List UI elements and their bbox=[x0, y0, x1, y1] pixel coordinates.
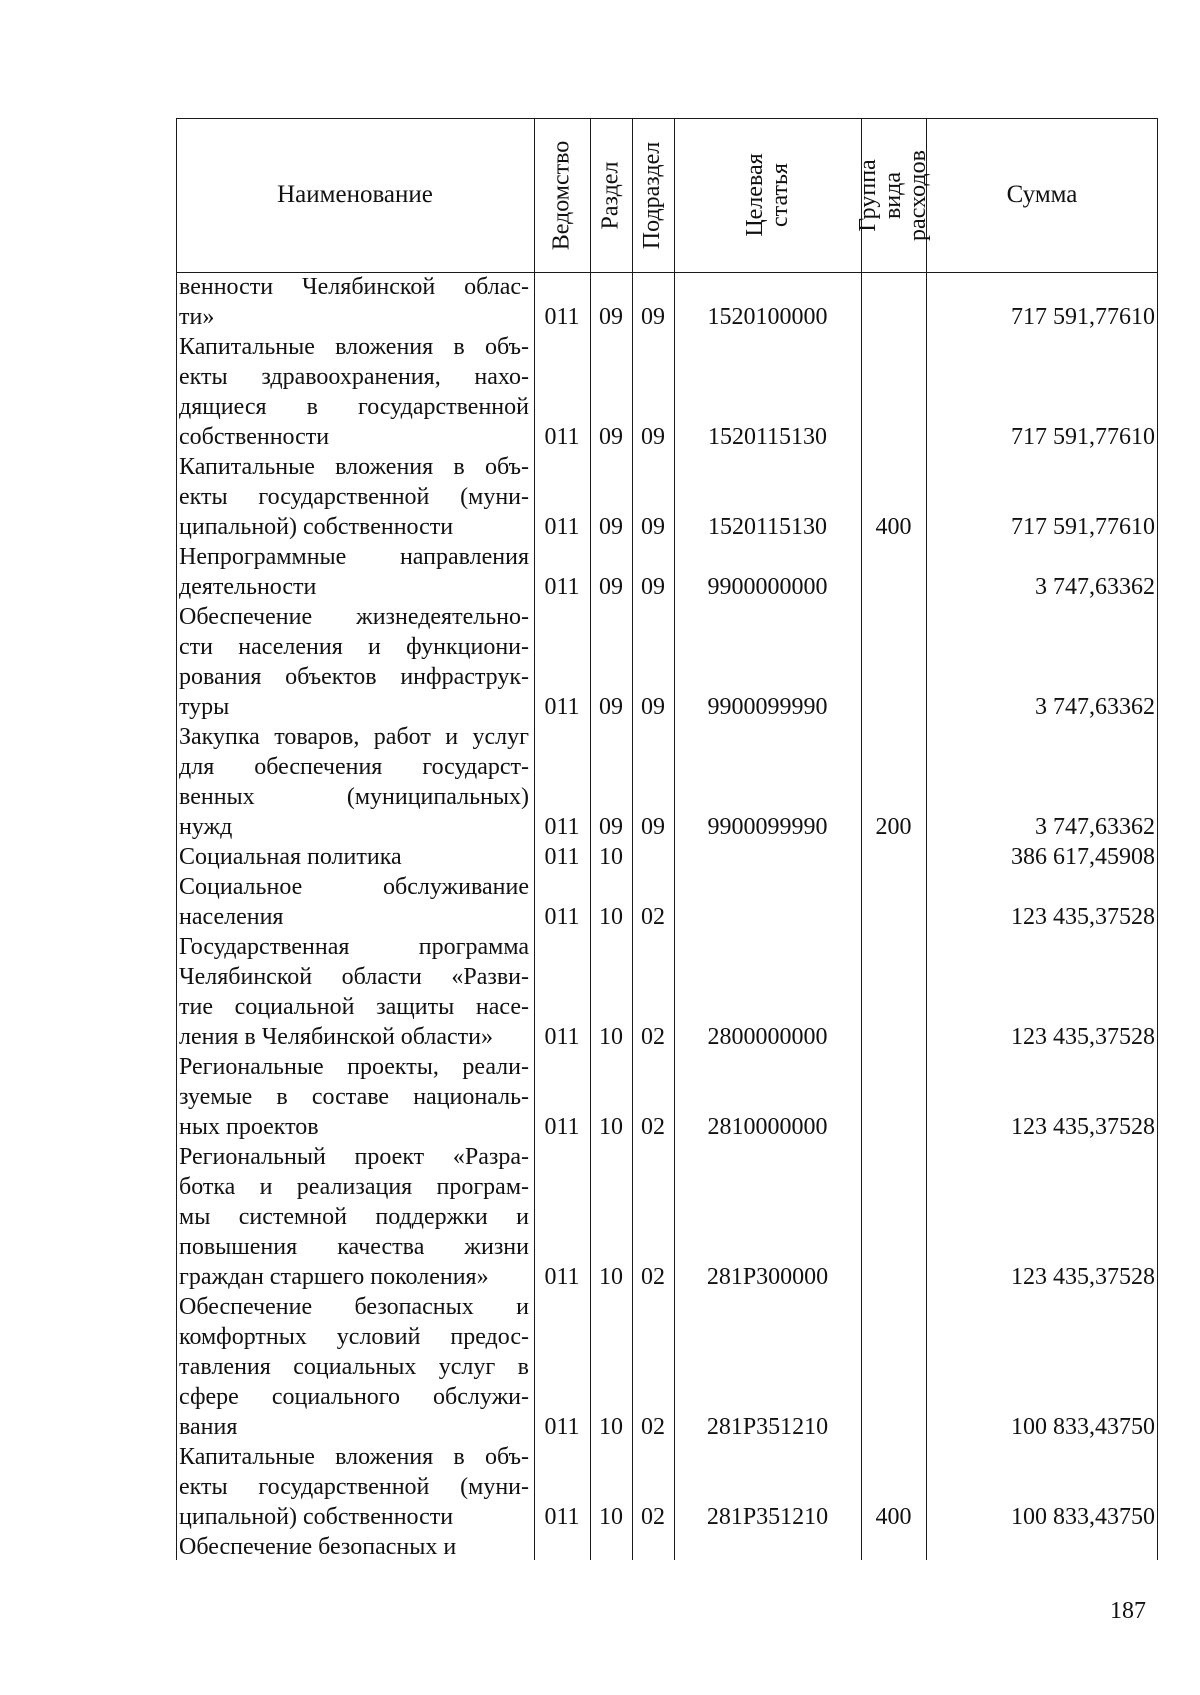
row-vedomstvo bbox=[534, 1532, 590, 1562]
row-summa: 717 591,77610 bbox=[1011, 514, 1155, 540]
row-tselevaya bbox=[674, 902, 861, 932]
row-gruppa: 400 bbox=[875, 514, 912, 540]
row-tselevaya: 1520100000 bbox=[707, 304, 828, 330]
row-vedomstvo: 011 bbox=[544, 694, 580, 720]
budget-table bbox=[176, 118, 1158, 1560]
row-razdel: 10 bbox=[599, 904, 623, 930]
row-razdel: 09 bbox=[599, 574, 623, 600]
header-podrazdel: Подраздел bbox=[639, 141, 666, 249]
header-summa: Сумма bbox=[1006, 181, 1078, 208]
row-gruppa bbox=[861, 842, 926, 872]
row-podrazdel: 09 bbox=[641, 814, 665, 840]
row-gruppa bbox=[861, 422, 926, 452]
table-row bbox=[176, 722, 1158, 842]
row-name: Обеспечение безопасных и bbox=[179, 1534, 457, 1560]
row-name: Закупка товаров, работ и услуг для обеспечения государст- венных (муниципальных) нужд bbox=[179, 724, 529, 840]
table-row bbox=[176, 1052, 1158, 1142]
table-row bbox=[176, 1292, 1158, 1442]
row-summa: 123 435,37528 bbox=[1011, 1114, 1155, 1140]
table-row bbox=[176, 602, 1158, 722]
row-summa bbox=[926, 1532, 1155, 1562]
row-podrazdel: 02 bbox=[641, 1114, 665, 1140]
page-number: 187 bbox=[1110, 1598, 1146, 1624]
row-podrazdel: 02 bbox=[641, 1504, 665, 1530]
row-summa: 100 833,43750 bbox=[1011, 1414, 1155, 1440]
row-gruppa bbox=[861, 1112, 926, 1142]
row-name: Социальная политика bbox=[179, 844, 402, 870]
row-podrazdel: 09 bbox=[641, 574, 665, 600]
row-summa: 3 747,63362 bbox=[1035, 694, 1155, 720]
table-row bbox=[176, 332, 1158, 452]
row-vedomstvo: 011 bbox=[544, 814, 580, 840]
row-gruppa bbox=[861, 692, 926, 722]
row-podrazdel: 09 bbox=[641, 424, 665, 450]
row-name: Непрограммные направления деятельности bbox=[179, 544, 529, 600]
row-summa: 3 747,63362 bbox=[1035, 814, 1155, 840]
row-tselevaya: 1520115130 bbox=[707, 514, 828, 540]
row-tselevaya: 281P351210 bbox=[706, 1504, 829, 1530]
row-summa: 717 591,77610 bbox=[1011, 424, 1155, 450]
row-tselevaya bbox=[674, 1532, 861, 1562]
row-tselevaya: 281P351210 bbox=[706, 1414, 829, 1440]
row-name: Капитальные вложения в объ- екты здравоохранения, нахо- дящиеся в государственной собственности bbox=[179, 334, 529, 450]
row-name: Обеспечение безопасных и комфортных условий предос- тавления социальных услуг в сфере социального обслужи- вания bbox=[179, 1294, 529, 1440]
row-vedomstvo: 011 bbox=[544, 304, 580, 330]
row-vedomstvo: 011 bbox=[544, 1414, 580, 1440]
row-name: Региональные проекты, реали- зуемые в составе националь- ных проектов bbox=[179, 1054, 529, 1140]
row-podrazdel: 09 bbox=[641, 694, 665, 720]
row-razdel: 09 bbox=[599, 514, 623, 540]
row-tselevaya bbox=[674, 842, 861, 872]
row-gruppa: 400 bbox=[875, 1504, 912, 1530]
header-tselevaya: Целевая статья bbox=[741, 153, 793, 237]
row-gruppa bbox=[861, 572, 926, 602]
row-tselevaya: 9900000000 bbox=[707, 574, 828, 600]
row-vedomstvo: 011 bbox=[544, 1264, 580, 1290]
row-podrazdel: 02 bbox=[641, 1024, 665, 1050]
row-razdel: 10 bbox=[599, 1504, 623, 1530]
table-row bbox=[176, 932, 1158, 1052]
row-summa: 123 435,37528 bbox=[1011, 1024, 1155, 1050]
row-gruppa bbox=[861, 302, 926, 332]
row-razdel: 10 bbox=[599, 1264, 623, 1290]
table-row bbox=[176, 1142, 1158, 1292]
table-row bbox=[176, 272, 1158, 332]
row-vedomstvo: 011 bbox=[544, 424, 580, 450]
row-razdel: 09 bbox=[599, 814, 623, 840]
row-podrazdel: 09 bbox=[641, 304, 665, 330]
row-gruppa bbox=[861, 1022, 926, 1052]
row-podrazdel bbox=[632, 842, 674, 872]
table-row bbox=[176, 872, 1158, 932]
row-podrazdel: 02 bbox=[641, 1264, 665, 1290]
row-vedomstvo: 011 bbox=[544, 1114, 580, 1140]
row-name: Региональный проект «Разра- ботка и реализация програм- мы системной поддержки и повышения качества жизни граждан старшего поколения» bbox=[179, 1144, 529, 1290]
row-tselevaya: 9900099990 bbox=[707, 814, 828, 840]
row-vedomstvo: 011 bbox=[544, 904, 580, 930]
row-gruppa bbox=[861, 1412, 926, 1442]
row-gruppa: 200 bbox=[875, 814, 912, 840]
row-razdel: 09 bbox=[599, 424, 623, 450]
row-name: Обеспечение жизнедеятельно- сти населения и функциони- рования объектов инфраструк- туры bbox=[179, 604, 529, 720]
row-razdel: 10 bbox=[599, 844, 623, 870]
table-row bbox=[176, 1442, 1158, 1532]
row-razdel: 09 bbox=[599, 304, 623, 330]
row-razdel: 10 bbox=[599, 1414, 623, 1440]
row-razdel: 10 bbox=[599, 1024, 623, 1050]
row-razdel: 10 bbox=[599, 1114, 623, 1140]
table-row bbox=[176, 542, 1158, 602]
row-tselevaya: 2810000000 bbox=[707, 1114, 828, 1140]
row-tselevaya: 9900099990 bbox=[707, 694, 828, 720]
row-podrazdel: 02 bbox=[641, 904, 665, 930]
row-podrazdel: 02 bbox=[641, 1414, 665, 1440]
row-podrazdel: 09 bbox=[641, 514, 665, 540]
row-podrazdel bbox=[632, 1532, 674, 1562]
row-vedomstvo: 011 bbox=[544, 574, 580, 600]
row-name: Капитальные вложения в объ- екты государственной (муни- ципальной) собственности bbox=[179, 1444, 529, 1530]
row-vedomstvo: 011 bbox=[544, 514, 580, 540]
row-razdel bbox=[590, 1532, 632, 1562]
row-name: Государственная программа Челябинской области «Разви- тие социальной защиты насе- ления в Челябинской области» bbox=[179, 934, 529, 1050]
row-tselevaya: 2800000000 bbox=[707, 1024, 828, 1050]
row-name: венности Челябинской облас- ти» bbox=[179, 274, 529, 330]
table-row bbox=[176, 842, 1158, 872]
table-row bbox=[176, 1532, 1158, 1562]
row-gruppa bbox=[861, 1262, 926, 1292]
row-razdel: 09 bbox=[599, 694, 623, 720]
table-body bbox=[176, 272, 1158, 1562]
header-vedomstvo: Ведомство bbox=[548, 140, 575, 250]
row-summa: 123 435,37528 bbox=[1011, 904, 1155, 930]
row-name: Капитальные вложения в объ- екты государственной (муни- ципальной) собственности bbox=[179, 454, 529, 540]
row-summa: 123 435,37528 bbox=[1011, 1264, 1155, 1290]
header-name: Наименование bbox=[277, 181, 433, 208]
row-vedomstvo: 011 bbox=[544, 1024, 580, 1050]
row-name: Социальное обслуживание населения bbox=[179, 874, 529, 930]
row-tselevaya: 1520115130 bbox=[707, 424, 828, 450]
row-summa: 3 747,63362 bbox=[1035, 574, 1155, 600]
row-gruppa bbox=[861, 902, 926, 932]
row-vedomstvo: 011 bbox=[544, 1504, 580, 1530]
header-gruppa: Группа вида расходов bbox=[855, 149, 932, 241]
table-row bbox=[176, 452, 1158, 542]
row-summa: 717 591,77610 bbox=[1011, 304, 1155, 330]
header-razdel: Раздел bbox=[597, 161, 624, 229]
row-gruppa bbox=[861, 1532, 926, 1562]
row-summa: 100 833,43750 bbox=[1011, 1504, 1155, 1530]
row-tselevaya: 281P300000 bbox=[706, 1264, 829, 1290]
row-vedomstvo: 011 bbox=[544, 844, 580, 870]
row-summa: 386 617,45908 bbox=[1011, 844, 1155, 870]
